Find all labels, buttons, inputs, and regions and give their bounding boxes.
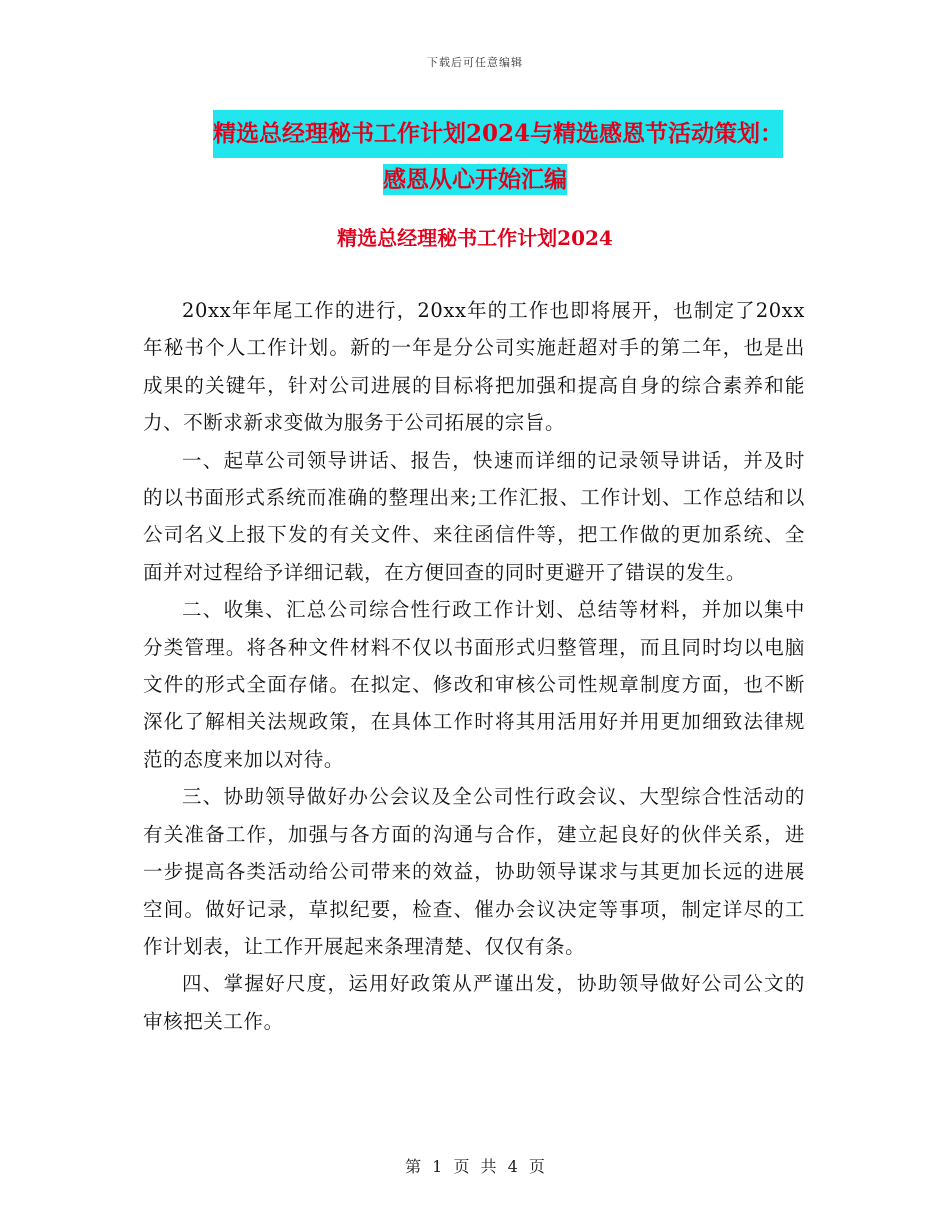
section-title: 精选总经理秘书工作计划2024 [337,226,613,250]
page-header-note: 下载后可任意编辑 [427,56,523,69]
body-paragraph-item-3: 三、协助领导做好办公会议及全公司性行政会议、大型综合性活动的有关准备工作，加强与各方面的沟通与合作，建立起良好的伙伴关系，进一步提高各类活动给公司带来的效益，协助领导谋求与其更加长远的进展空间。做好记录，草拟纪要，检查、催办会议决定等事项，制定详尽的工作计划表，让工作开展起来条理清楚、仅仅有条。 [143,785,805,958]
body-paragraph-intro: 20xx年年尾工作的进行，20xx年的工作也即将展开，也制定了20xx年秘书个人工作计划。新的一年是分公司实施赶超对手的第二年，也是出成果的关键年，针对公司进展的目标将把加强和提高自身的综合素养和能力、不断求新求变做为服务于公司拓展的宗旨。 [143,299,805,435]
page-number-footer: 第 1 页 共 4 页 [405,1157,545,1176]
document-title-line-2: 感恩从心开始汇编 [383,166,567,193]
body-paragraph-item-1: 一、起草公司领导讲话、报告，快速而详细的记录领导讲话，并及时的以书面形式系统而准确的整理出来;工作汇报、工作计划、工作总结和以公司名义上报下发的有关文件、来往函信件等，把工作做的更加系统、全面并对过程给予详细记载，在方便回查的同时更避开了错误的发生。 [143,448,805,584]
document-body [143,292,805,1040]
document-title [0,110,950,202]
body-paragraph-item-4: 四、掌握好尺度，运用好政策从严谨出发，协助领导做好公司公文的审核把关工作。 [143,972,805,1033]
document-title-line-1: 精选总经理秘书工作计划2024与精选感恩节活动策划： [213,110,783,158]
body-paragraph-item-2: 二、收集、汇总公司综合性行政工作计划、总结等材料，并加以集中分类管理。将各种文件材料不仅以书面形式归整管理，而且同时均以电脑文件的形式全面存储。在拟定、修改和审核公司性规章制度方面，也不断深化了解相关法规政策，在具体工作时将其用活用好并用更加细致法律规范的态度来加以对待。 [143,598,805,771]
